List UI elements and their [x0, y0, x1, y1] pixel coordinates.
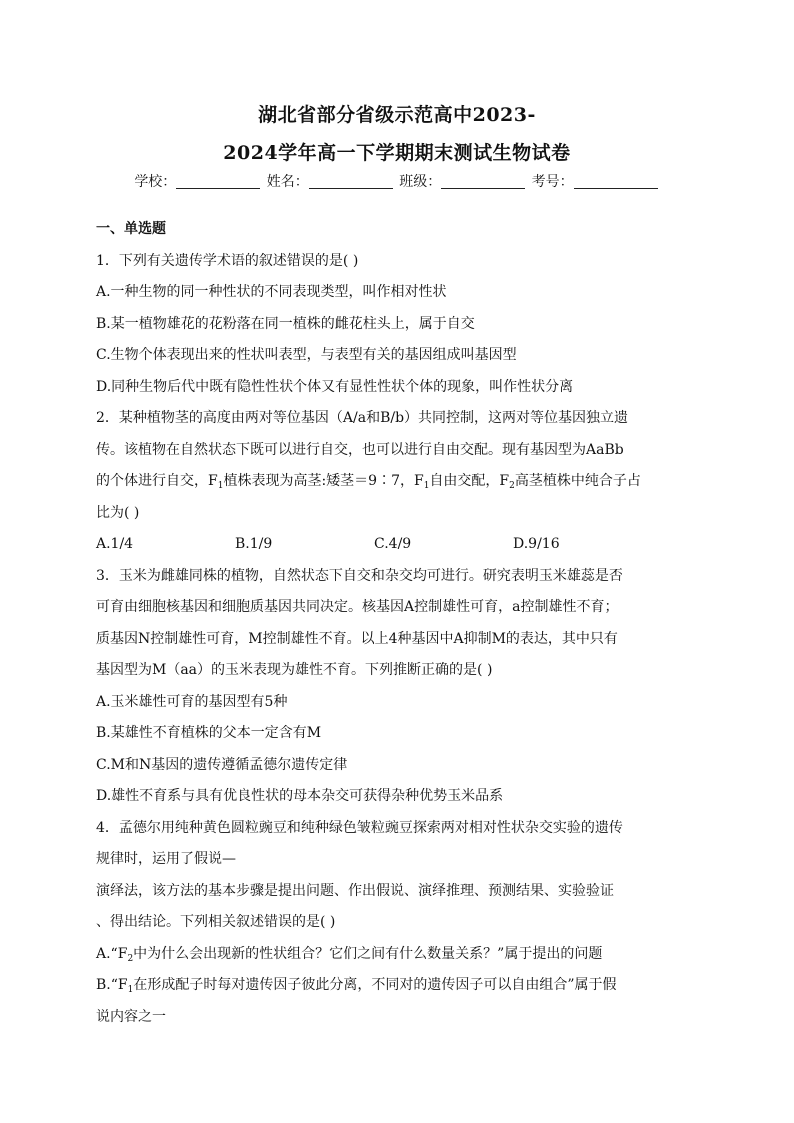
q2-option-c: C.4/9	[374, 536, 412, 552]
q3-option-d: D.雄性不育系与具有优良性状的母本杂交可获得杂种优势玉米品系	[96, 788, 504, 804]
class-blank	[441, 174, 525, 189]
q2-stem-line3	[96, 466, 706, 498]
q4-text-segment: B.“F	[96, 977, 128, 993]
exam-title-line1: 湖北省部分省级示范高中2023-	[258, 104, 536, 126]
q4-option-b	[96, 970, 706, 1002]
q2-text-segment: 的个体进行自交，F	[96, 473, 218, 489]
q1-option-a: A.一种生物的同一种性状的不同表现类型，叫作相对性状	[96, 284, 447, 300]
q3-option-a: A.玉米雄性可育的基因型有5种	[96, 693, 288, 710]
q2-option-b: B.1/9	[235, 536, 273, 552]
q3-stem-line3: 质基因N控制雄性可育，M控制雄性不育。以上4种基因中A抑制M的表达，其中只有	[96, 630, 618, 647]
subscript: 2	[127, 953, 134, 964]
subscript: 1	[217, 481, 224, 491]
subscript: 2	[509, 481, 515, 491]
q4-option-a	[96, 939, 706, 971]
name-label: 姓名：	[266, 174, 309, 190]
q4-stem-line3: 演绎法，该方法的基本步骤是提出问题、作出假说、演绎推理、预测结果、实验验证	[96, 882, 614, 899]
q1-stem: 1．下列有关遗传学术语的叙述错误的是( )	[96, 252, 359, 269]
q2-option-a: A.1/4	[96, 536, 134, 552]
student-info-row	[0, 171, 794, 191]
q3-stem-line2: 可育由细胞核基因和细胞质基因共同决定。核基因A控制雄性可育，a控制雄性不育；	[96, 599, 619, 615]
section-heading: 一、单选题	[96, 221, 166, 237]
q4-text-segment: 中为什么会出现新的性状组合？它们之间有什么数量关系？”属于提出的问题	[133, 945, 603, 962]
q1-option-c: C.生物个体表现出来的性状叫表型，与表型有关的基因组成叫基因型	[96, 347, 517, 363]
q2-stem-line1: 2．某种植物茎的高度由两对等位基因（A/a和B/b）共同控制，这两对等位基因独立遗	[96, 410, 629, 426]
q2-text-segment: 自由交配，F	[429, 473, 510, 489]
q4-option-b-continued: 说内容之一	[96, 1008, 166, 1025]
exam-title-line2: 2024学年高一下学期期末测试生物试卷	[223, 142, 571, 164]
q3-option-b: B.某雄性不育植株的父本一定含有M	[96, 725, 322, 741]
exam-number-label: 考号：	[531, 174, 574, 190]
q1-option-d: D.同种生物后代中既有隐性性状个体又有显性性状个体的现象，叫作性状分离	[96, 378, 574, 395]
exam-number-blank	[574, 174, 658, 189]
q4-text-segment: 在形成配子时每对遗传因子彼此分离，不同对的遗传因子可以自由组合”属于假	[133, 977, 617, 993]
q2-stem-line4: 比为( )	[96, 504, 140, 521]
q2-stem-line2: 传。该植物在自然状态下既可以进行自交，也可以进行自由交配。现有基因型为AaBb	[96, 441, 624, 458]
school-blank	[176, 174, 260, 189]
class-label: 班级：	[399, 174, 442, 190]
q2-text-segment: 植株表现为高茎:矮茎＝9∶7，F	[223, 473, 424, 489]
q2-options-row	[96, 529, 706, 561]
name-blank	[309, 174, 393, 189]
subscript: 1	[127, 985, 134, 995]
q4-stem-line2: 规律时，运用了假说—	[96, 851, 236, 867]
question-body	[96, 214, 706, 1033]
q3-stem-line1: 3．玉米为雌雄同株的植物，自然状态下自交和杂交均可进行。研究表明玉米雄蕊是否	[96, 567, 623, 584]
q3-stem-line4: 基因型为M（aa）的玉米表现为雄性不育。下列推断正确的是( )	[96, 662, 493, 678]
q1-option-b: B.某一植物雄花的花粉落在同一植株的雌花柱头上，属于自交	[96, 315, 475, 332]
q4-stem-line4: 、得出结论。下列相关叙述错误的是( )	[96, 914, 336, 930]
q4-stem-line1: 4．孟德尔用纯种黄色圆粒豌豆和纯种绿色皱粒豌豆探索两对相对性状杂交实验的遗传	[96, 819, 623, 836]
q3-option-c: C.M和N基因的遗传遵循孟德尔遗传定律	[96, 756, 348, 773]
q2-text-segment: 高茎植株中纯合子占	[514, 473, 641, 489]
q4-text-segment: A.“F	[96, 945, 128, 962]
q2-option-d: D.9/16	[513, 536, 560, 552]
subscript: 1	[423, 481, 430, 491]
school-label: 学校：	[134, 174, 177, 190]
